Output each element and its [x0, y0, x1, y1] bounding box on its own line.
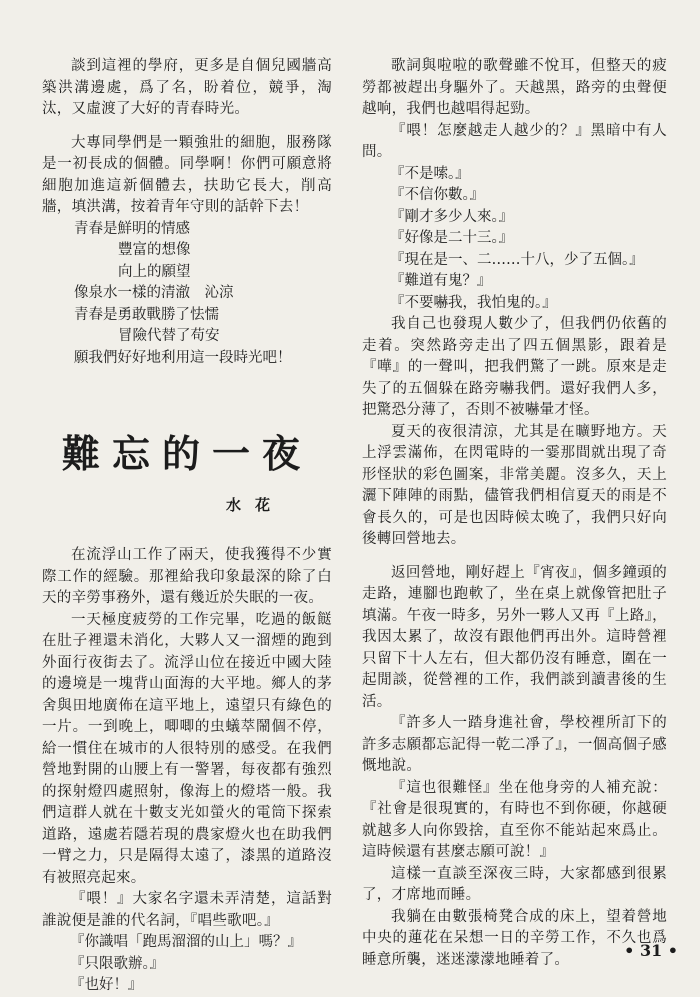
poem-line: 向上的願望 [118, 263, 191, 280]
paragraph: 夏天的夜很清涼，尤其是在曠野地方。天上浮雲滿佈，在閃電時的一霎那間就出現了奇形怪狀的彩色圖案，非常美麗。沒多久，天上灑下陣陣的雨點，儘管我們相信夏天的雨是不會長久的，可是也因時候太晚了，我們只好向後轉回營地去。 [362, 423, 667, 547]
left-column [42, 56, 332, 997]
dialogue-line: 『現在是一、二……十八，少了五個。』 [390, 251, 644, 268]
paragraph: 大專同學們是一顆強壯的細胞，服務隊是一初長成的個體。同學啊！你們可願意將細胞加進這新個體去，扶助它長大，削高牆，填洪溝，按着青年守則的話幹下去！ [42, 134, 332, 215]
paragraph: 『喂！』大家名字還未弄清楚，這話對誰說便是誰的代名詞，『唱些歌吧。』 [42, 891, 332, 929]
paragraph: 返回營地，剛好趕上『宵夜』，個多鐘頭的走路，連腳也跑軟了，坐在桌上就像管把肚子填滿。午夜一時多，另外一夥人又再『上路』，我因太累了，故沒有跟他們再出外。這時營裡只留下十人左右，但大都仍沒有睡意，圍在一起閒談，從營裡的工作，我們談到讀書後的生活。 [362, 564, 667, 710]
dialogue-line: 『不是嗦。』 [390, 165, 470, 182]
paragraph: 歌詞與啦啦的歌聲雖不悅耳，但整天的疲勞都被趕出身驅外了。天越黑，路旁的虫聲便越响，我們也越唱得起勁。 [362, 58, 667, 117]
dialogue-line: 『不要嚇我，我怕鬼的。』 [390, 294, 557, 311]
poem [42, 219, 332, 370]
dialogue-line: 『好像是二十三。』 [390, 230, 514, 246]
paragraph: 『喂！怎麼越走人越少的？』黑暗中有人問。 [362, 122, 667, 160]
dialogue-line: 『難道有鬼？』 [390, 273, 492, 289]
paragraph: 『許多人一踏身進社會，學校裡所訂下的許多志願都忘記得一乾二凈了』，一個高個子感慨地說。 [362, 715, 667, 774]
dialogue-line: 『你識唱「跑馬溜溜的山上」嗎？』 [70, 934, 302, 950]
paragraph: 談到這裡的學府，更多是自個兒國牆高築洪溝邊處，爲了名，盼着位，競爭，淘汰，又虛渡了大好的青春時光。 [42, 58, 332, 117]
poem-line: 願我們好好地利用這一段時光吧！ [74, 349, 292, 366]
page-number: • 31 • [624, 941, 678, 960]
article-title: 難忘的一夜 [61, 431, 312, 476]
dialogue-line: 『只限歌辦。』 [70, 955, 165, 972]
paragraph: 在流浮山工作了兩天，使我獲得不少實際工作的經驗。那裡給我印象最深的除了白天的辛勞事務外，還有幾近於失眠的一夜。 [42, 547, 332, 606]
dialogue-line: 『也好！』 [70, 977, 143, 993]
poem-line: 豐富的想像 [118, 242, 191, 258]
dialogue-line: 『剛才多少人來。』 [390, 208, 514, 225]
paragraph: 我躺在由數張椅凳合成的床上，望着營地中央的蓮花在呆想一日的辛勞工作，不久也爲睡意所襲，迷迷濛濛地睡着了。 [362, 908, 667, 968]
paragraph: 一天極度疲勞的工作完畢，吃過的飯餸在肚子裡還未消化，大夥人又一溜煙的跑到外面行夜街去了。流浮山位在接近中國大陸的邊境是一塊背山面海的大平地。鄉人的茅舍與田地廣佈在這平地上，遠望只有綠色的一片。一到晚上，唧唧的虫蟻萃鬧個不停，給一慣住在城市的人很特別的感受。在我們營地對開的山腰上有一警署，每夜都有強烈的探射燈四處照射，像海上的燈塔一般。我們這群人就在十數支光如螢火的電筒下探索道路，遠處若隱若現的農家燈火也在助我們一臂之力，只是隔得太遠了，漆黑的道路沒有被照亮起來。 [42, 611, 332, 886]
paragraph: 我自己也發現人數少了，但我們仍依舊的走着。突然路旁走出了四五個黑影，跟着是『嘩』的一聲叫，把我們驚了一跳。原來是走失了的五個躲在路旁嚇我們。還好我們人多，把驚恐分薄了，否則不被嚇暈才怪。 [362, 316, 667, 418]
paragraph: 『這也很難怪』坐在他身旁的人補充說：『社會是很現實的，有時也不到你硬，你越硬就越多人向你毀捨，直至你不能站起來爲止。這時候還有甚麼志願可說！』 [362, 779, 667, 860]
poem-line: 像泉水一樣的清澈 沁涼 [74, 285, 234, 301]
dialogue-line: 『不信你數。』 [390, 187, 485, 203]
poem-line: 冒險代替了苟安 [118, 328, 220, 344]
paragraph: 這樣一直談至深夜三時，大家都感到很累了，才席地而睡。 [362, 865, 667, 903]
article-author: 水花 [225, 496, 284, 514]
right-column [362, 56, 667, 971]
poem-line: 青春是勇敢戰勝了怯懦 [74, 306, 219, 323]
poem-line: 青春是鮮明的情感 [74, 220, 190, 237]
